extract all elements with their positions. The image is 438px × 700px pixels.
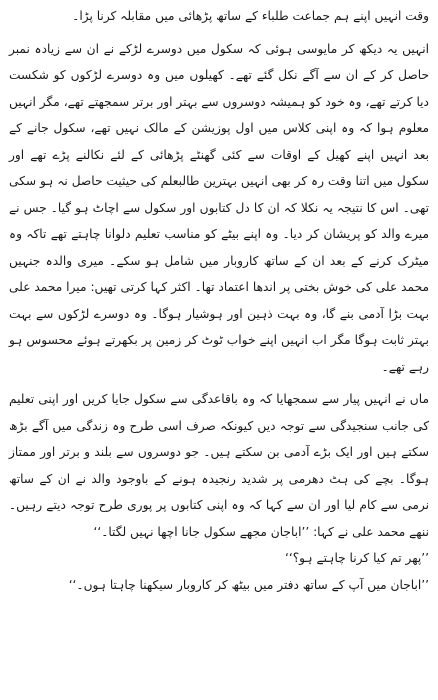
paragraph-school-struggle: انہیں یہ دیکھ کر مایوسی ہوئی کہ سکول میں دوسرے لڑکے نے ان سے زیادہ نمبر حاصل کر کے ان سے آگے نکل گئے تھے۔ کھیلوں میں وہ دوسرے لڑکوں کو شکست دیا کرتے تھے، وہ خود کو ہمیشہ دوسروں سے بہتر اور برتر سمجھتے تھے، مگر انہیں معلوم ہوا کہ وہ اپنی کلاس میں اول پوزیشن کے مالک نہیں تھے، سکول جانے کے بعد انہیں اپنے کھیل کے اوقات سے کئی گھنٹے پڑھائی کے لئے نکالنے پڑے تھے اور سکول میں اتنا وقت رہ کر بھی انہیں بہترین طالبعلم کی حیثیت حاصل نہ ہو سکی تھی۔ اس کا نتیجہ یہ نکلا کہ ان کا دل کتابوں اور سکول سے اچاٹ ہو گیا۔ جس نے میرے والد کو پریشان کر دیا۔ وہ اپنے بیٹے کو مناسب تعلیم دلوانا چاہتے تھے تاکہ وہ میٹرک کرنے کے بعد ان کے ساتھ کاروبار میں شامل ہو سکے۔ میری والدہ جنہیں محمد علی کی خوش بختی پر اندھا اعتماد تھا۔ اکثر کہا کرتی تھیں: میرا محمد علی بہت بڑا آدمی بنے گا، وہ بہت ذہین اور ہوشیار ہوگا۔ وہ دوسرے لڑکوں سے بہت بہتر ثابت ہوگا مگر اب انہیں اپنے خواب ٹوٹ کر زمین پر بکھرتے ہوئے محسوس ہو رہے تھے۔ — [9, 41, 429, 374]
dialogue-father-question: ’’پھر تم کیا کرنا چاہتے ہو؟‘‘ — [284, 551, 429, 565]
dialogue-son-answer: ’’اباجان میں آپ کے ساتھ دفتر میں بیٹھ کر کاروبار سیکھنا چاہتا ہوں۔‘‘ — [68, 577, 429, 592]
paragraph-opening-line: وقت انہیں اپنے ہم جماعت طلباء کے ساتھ پڑھائی میں مقابلہ کرنا پڑا۔ — [72, 9, 429, 23]
paragraph-mother-advice: ماں نے انہیں پیار سے سمجھایا کہ وہ باقاعدگی سے سکول جایا کریں اور اپنی تعلیم کی جانب سنجیدگی سے توجہ دیں کیونکہ صرف اسی طرح وہ زندگی میں آگے بڑھ سکتے ہیں اور ایک بڑے آدمی بن سکتے ہیں۔ جو دوسروں سے بلند و برتر اور ممتاز ہوگا۔ بچے کی ہٹ دھرمی پر شدید رنجیدہ ہونے کے باوجود والد نے ان کے ساتھ نرمی سے کام لیا اور ان سے کہا کہ وہ اپنی کتابوں پر پوری طرح توجہ دیتے رہیں۔ ننھے محمد علی نے کہا: ’’اباجان مجھے سکول جانا اچھا نہیں لگتا۔‘‘ — [9, 392, 429, 539]
